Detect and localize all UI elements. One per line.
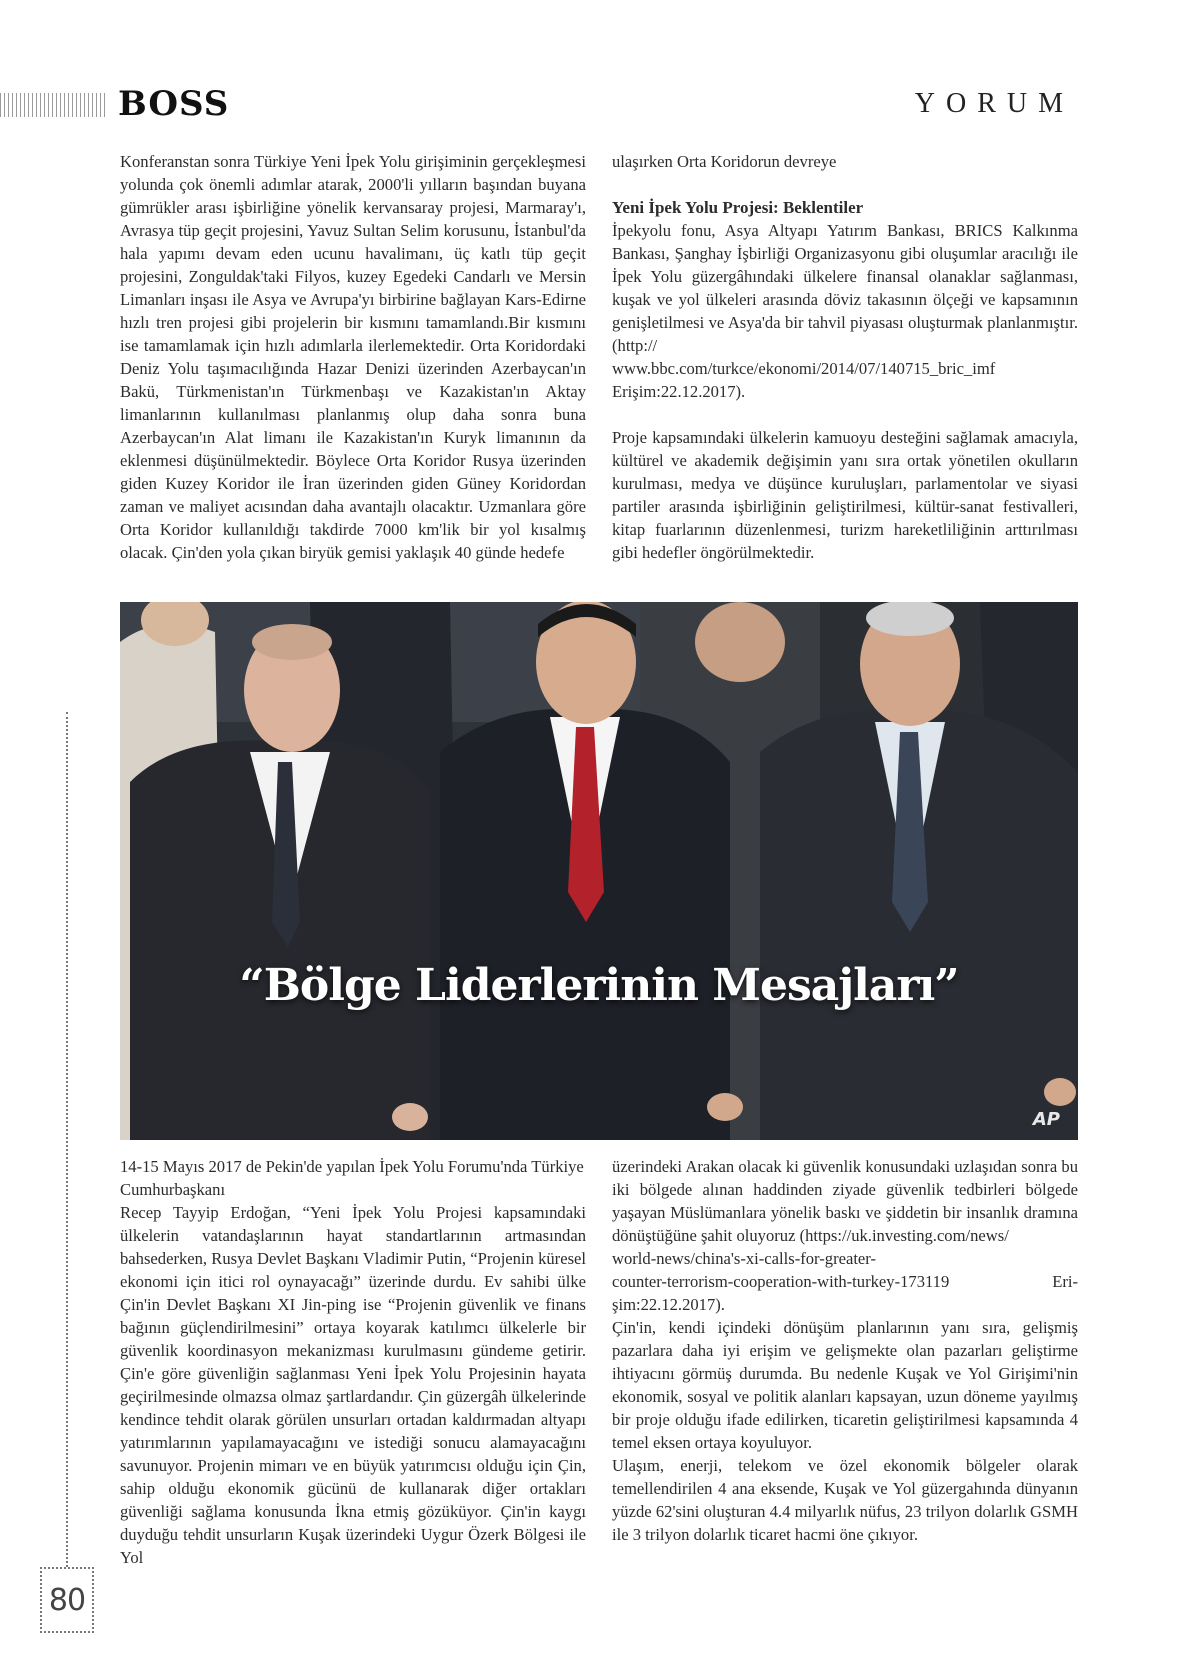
- photo-credit: AP: [1032, 1109, 1060, 1130]
- reference-url: counter-terrorism-cooperation-with-turkey-173119: [612, 1272, 950, 1291]
- reference-link: world-news/china's-xi-calls-for-greater-: [612, 1249, 877, 1268]
- page-number-box: [40, 1567, 94, 1633]
- article-column-3: [120, 1155, 586, 1569]
- paragraph: üzerindeki Arakan olacak ki güvenlik konusundaki uzlaşıdan sonra bu iki bölgede alınan haddinden ziyade güvenlik tedbirleri bölgede yaşayan Müslümanlara yönelik baskı ve şiddetin bir insanlık dramına dönüştüğüne şahit oluyoruz (https://uk.investing.com/news/: [612, 1157, 1078, 1245]
- article-column-2: [612, 150, 1078, 564]
- paragraph: Çin'in, kendi içindeki dönüşüm planlarının yanı sıra, gelişmiş pazarlara daha iyi erişim ve gelişmekte olan pazarları geliştirme ihtiyacını görmüş durumda. Bu nedenle Kuşak ve Yol Girişimi'nin ekonomik, sosyal ve politik alanları kapsayan, uzun döneme yayılmış bir proje olduğu ifade edilirken, ticaretin geliştirilmesi kapsamında 4 temel eksen ortaya koyuluyor.: [612, 1318, 1078, 1452]
- paragraph: Ulaşım, enerji, telekom ve özel ekonomik bölgeler olarak temellendirilen 4 ana eksende, Kuşak ve Yol güzergahında dünyanın yüzde 62'sini oluşturan 4.4 milyarlık nüfus, 23 trilyon dolarlık GSMH ile 3 trilyon dolarlık ticaret hacmi öne çıkıyor.: [612, 1456, 1078, 1544]
- reference-access-date: şim:22.12.2017).: [612, 1295, 725, 1314]
- header-decorative-stripes: [0, 93, 106, 117]
- magazine-logo: BOSS: [118, 84, 230, 124]
- article-column-4: [612, 1155, 1078, 1546]
- section-title: YORUM: [914, 88, 1074, 119]
- reference-link: www.bbc.com/turkce/ekonomi/2014/07/140715_bric_imf: [612, 359, 996, 378]
- paragraph: Recep Tayyip Erdoğan, “Yeni İpek Yolu Projesi kapsamındaki ülkelerin vatandaşlarının hayat standartlarının artmasından bahsederken, Rusya Devlet Başkanı Vladimir Putin, “Projenin küresel ekonomi için itici rol oynayacağı” üzerinde durdu. Ev sahibi ülke Çin'in Devlet Başkanı XI Jin-ping ise “Projenin güvenlik ve finans bağının güçlendirilmesini” ortaya koyarak katılımcı ülkelerle bir güvenlik koordinasyon mekanizması kurulmasını gündeme getirir. Çin'e göre güvenliğin sağlanması Yeni İpek Yolu Projesinin hayata geçirilmesinde olmazsa olmaz şartlardandır. Çin güzergâh ülkelerinde kendince tehdit olarak görülen unsurları ortadan kaldırmadan altyapı yatırımlarının yapılamayacağını ve istediği sonucu alamayacağını savunuyor. Projenin mimarı ve en büyük yatırımcısı olduğu için Çin, sahip olduğu ekonomik gücünü de kullanarak diğer ortakları güvenliği sağlama konusunda İkna etmiş gözüküyor. Çin'in kaygı duyduğu tehdit unsurların Kuşak üzerindeki Uygur Özerk Bölgesi ile Yol: [120, 1203, 586, 1567]
- paragraph: İpekyolu fonu, Asya Altyapı Yatırım Bankası, BRICS Kalkınma Bankası, Şanghay İşbirliği Organizasyonu gibi oluşumlar aracılığı ile İpek Yolu güzergâhındaki ülkelere finansal olanaklar sağlanması, kuşak ve yol ülkeleri arasında döviz takasının ölçeği ve kapsamının genişletilmesi ve Asya'da bir tahvil piyasası oluşturmak planlanmıştır.(http://: [612, 221, 1078, 355]
- leaders-photo: [120, 602, 1078, 1140]
- page-number: 80: [48, 1583, 86, 1618]
- paragraph: Konferanstan sonra Türkiye Yeni İpek Yolu girişiminin gerçekleşmesi yolunda çok önemli adımlar atarak, 2000'li yılların başından buyana gümrükler arası işbirliğine yönelik kervansaray projesi, Marmaray'ı, Avrasya tüp geçit projesini, Yavuz Sultan Selim korusunu, İstanbul'da hala yapımı devam eden ucunu havalimanı, üç katlı tüp geçit projesini, Zonguldak'taki Filyos, kuzey Egedeki Candarlı ve Mersin Limanları inşası ile Asya ve Avrupa'yı birbirine bağlayan Kars-Edirne hızlı tren projesi gibi projelerin bir kısmını tamamlandı.Bir kısmını ise tamamlamak için hızlı adımlarla ilerlemektedir. Orta Koridordaki Deniz Yolu taşımacılığında Hazar Denizi üzerinden Azerbaycan'ın Bakü, Türkmenistan'ın Türkmenbaşı ve Kazakistan'ın Aktay limanlarının kullanılması planlanmış olup daha sonra buna Azerbaycan'ın Alat limanı ile Kazakistan'ın Kuryk limanının da eklenmesi düşünülmektedir. Böylece Orta Koridor Rusya üzerinden giden Kuzey Koridor ile İran üzerinden giden Güney Koridordan zaman ve maliyet acısından daha avantajlı olacaktır. Uzmanlara göre Orta Koridor kullanıldığı takdirde 7000 km'lik bir yol kısalmış olacak. Çin'den yola çıkan biryük gemisi yaklaşık 40 günde hedefe: [120, 152, 586, 562]
- reference-link: [612, 1270, 1078, 1293]
- paragraph: ulaşırken Orta Koridorun devreye: [612, 152, 837, 171]
- paragraph: Proje kapsamındaki ülkelerin kamuoyu desteğini sağlamak amacıyla, kültürel ve akademik değişimin yanı sıra ortak yönetilen okulların kurulması, medya ve düşünce kuruluşları, parlamentolar ve siyasi partiler arasında işbirliğinin geliştirilmesi, kültür-sanat festivalleri, kitap fuarlarının düzenlenmesi, turizm hareketliliğinin arttırılması gibi hedefler öngörülmektedir.: [612, 428, 1078, 562]
- leaders-photo-illustration: [120, 602, 1078, 1140]
- decorative-dotted-line: [66, 712, 68, 1567]
- reference-access-date: Erişim:22.12.2017).: [612, 382, 746, 401]
- article-column-1: [120, 150, 586, 564]
- paragraph: 14-15 Mayıs 2017 de Pekin'de yapılan İpek Yolu Forumu'nda Türkiye Cumhurbaşkanı: [120, 1157, 584, 1199]
- photo-caption: “Bölge Liderlerinin Mesajları”: [239, 960, 959, 1011]
- section-heading: Yeni İpek Yolu Projesi: Beklentiler: [612, 198, 864, 217]
- reference-url-tail: Eri-: [1052, 1272, 1078, 1291]
